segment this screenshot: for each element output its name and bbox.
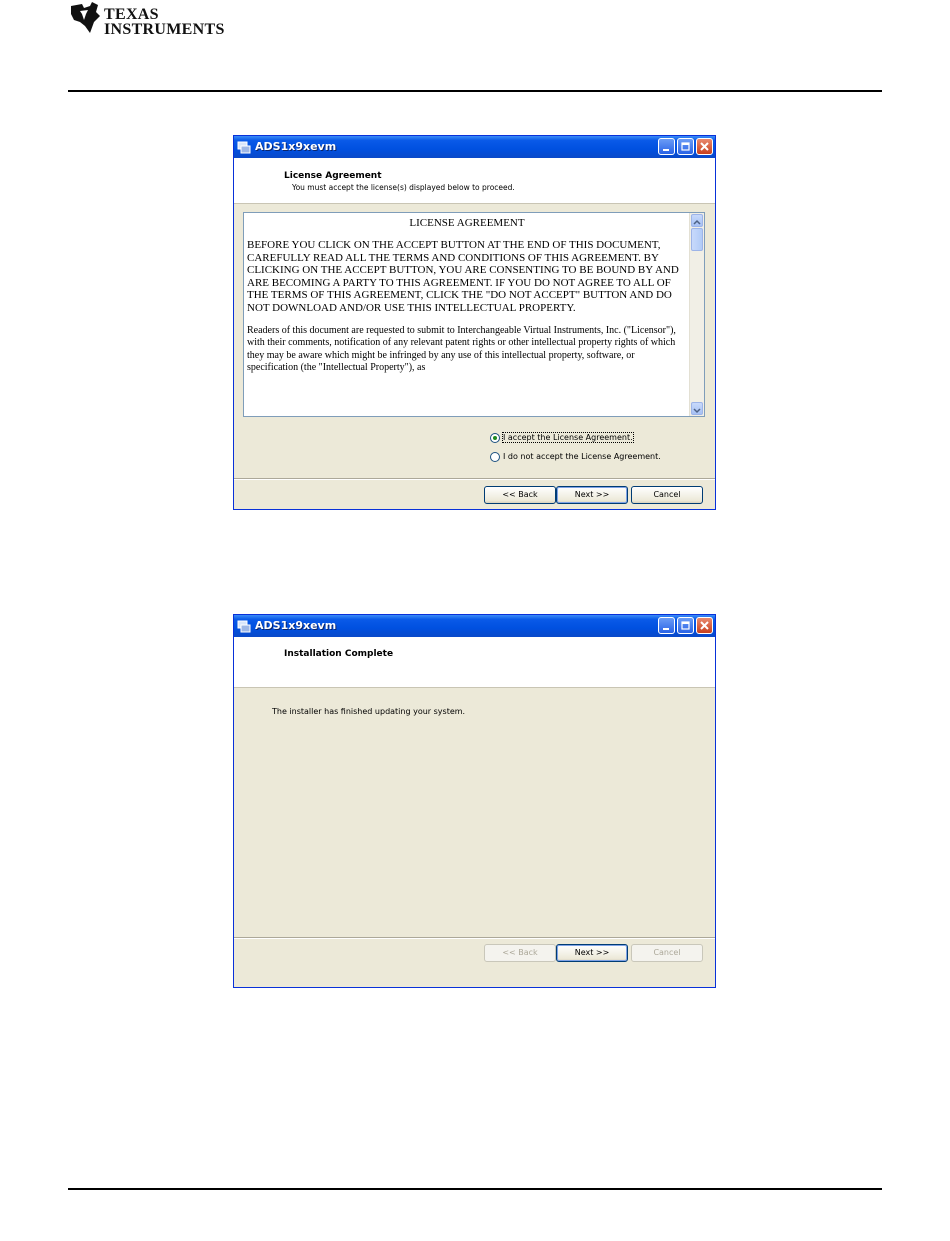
completion-message: The installer has finished updating your system. bbox=[272, 707, 466, 716]
license-text bbox=[247, 215, 687, 375]
decline-radio-label: I do not accept the License Agreement. bbox=[503, 452, 661, 461]
minimize-button[interactable] bbox=[658, 617, 675, 634]
maximize-button[interactable] bbox=[677, 138, 694, 155]
license-heading: LICENSE AGREEMENT bbox=[409, 217, 525, 229]
installer-app-icon bbox=[237, 140, 251, 154]
chevron-down-icon bbox=[692, 405, 702, 416]
maximize-button[interactable] bbox=[677, 617, 694, 634]
installer-app-icon bbox=[237, 619, 251, 633]
banner-subtitle: You must accept the license(s) displayed below to proceed. bbox=[292, 183, 515, 192]
scroll-down-button[interactable] bbox=[691, 402, 703, 415]
scroll-thumb[interactable] bbox=[691, 228, 703, 251]
footer-rule bbox=[68, 1188, 882, 1190]
license-caps-paragraph: BEFORE YOU CLICK ON THE ACCEPT BUTTON AT THE END OF THIS DOCUMENT, CAREFULLY READ ALL THE TERMS AND CONDITIONS OF THIS AGREEMENT. BY CLICKING ON THE ACCEPT BUTTON, YOU ARE CONSENTING TO BE BOUND BY AND ARE BECOMING A PARTY TO THIS AGREEMENT. IF YOU DO NOT AGREE TO ALL OF THE TERMS OF THIS AGREEMENT, CLICK THE "DO NOT ACCEPT" BUTTON AND DO NOT DOWNLOAD AND/OR USE THIS INTELLECTUAL PROPERTY. bbox=[247, 239, 679, 314]
window-title: ADS1x9xevm bbox=[255, 619, 337, 632]
installation-complete-window bbox=[233, 614, 716, 988]
back-button[interactable]: << Back bbox=[484, 486, 556, 504]
brand-line1: TEXAS bbox=[104, 6, 159, 23]
ti-wordmark bbox=[104, 7, 225, 37]
vertical-scrollbar[interactable] bbox=[689, 213, 704, 416]
accept-radio-label: I accept the License Agreement. bbox=[503, 433, 633, 442]
close-button[interactable] bbox=[696, 138, 713, 155]
cancel-button[interactable]: Cancel bbox=[631, 944, 703, 962]
header-banner bbox=[234, 158, 715, 204]
header-banner bbox=[234, 637, 715, 688]
brand-line2: INSTRUMENTS bbox=[104, 21, 225, 38]
banner-title: License Agreement bbox=[284, 171, 382, 181]
minimize-icon bbox=[659, 618, 674, 633]
texas-instruments-logo bbox=[68, 2, 228, 42]
license-body-paragraph: Readers of this document are requested to submit to Interchangeable Virtual Instruments, Inc. ("Licensor"), with their comments, notification of any relevant patent rights or other intellectual property rights of which they may be aware which might be infringed by any use of this intellectual property, software, or specification (the "Intellectual Property"), as bbox=[247, 324, 676, 374]
footer-separator bbox=[234, 478, 715, 480]
license-text-box[interactable] bbox=[243, 212, 705, 417]
cancel-button[interactable]: Cancel bbox=[631, 486, 703, 504]
next-button[interactable]: Next >> bbox=[556, 944, 628, 962]
close-icon bbox=[697, 139, 712, 154]
title-bar[interactable] bbox=[234, 615, 715, 637]
maximize-icon bbox=[678, 139, 693, 154]
title-bar[interactable] bbox=[234, 136, 715, 158]
radio-selected-indicator[interactable] bbox=[490, 433, 500, 443]
radio-unselected-indicator[interactable] bbox=[490, 452, 500, 462]
window-title: ADS1x9xevm bbox=[255, 140, 337, 153]
footer-separator bbox=[234, 937, 715, 939]
close-button[interactable] bbox=[696, 617, 713, 634]
minimize-button[interactable] bbox=[658, 138, 675, 155]
header-rule bbox=[68, 90, 882, 92]
banner-title: Installation Complete bbox=[284, 649, 394, 659]
scroll-up-button[interactable] bbox=[691, 214, 703, 227]
minimize-icon bbox=[659, 139, 674, 154]
next-button[interactable]: Next >> bbox=[556, 486, 628, 504]
license-agreement-window bbox=[233, 135, 716, 510]
close-icon bbox=[697, 618, 712, 633]
back-button[interactable]: << Back bbox=[484, 944, 556, 962]
ti-logo-icon bbox=[68, 2, 102, 34]
maximize-icon bbox=[678, 618, 693, 633]
chevron-up-icon bbox=[692, 217, 702, 228]
